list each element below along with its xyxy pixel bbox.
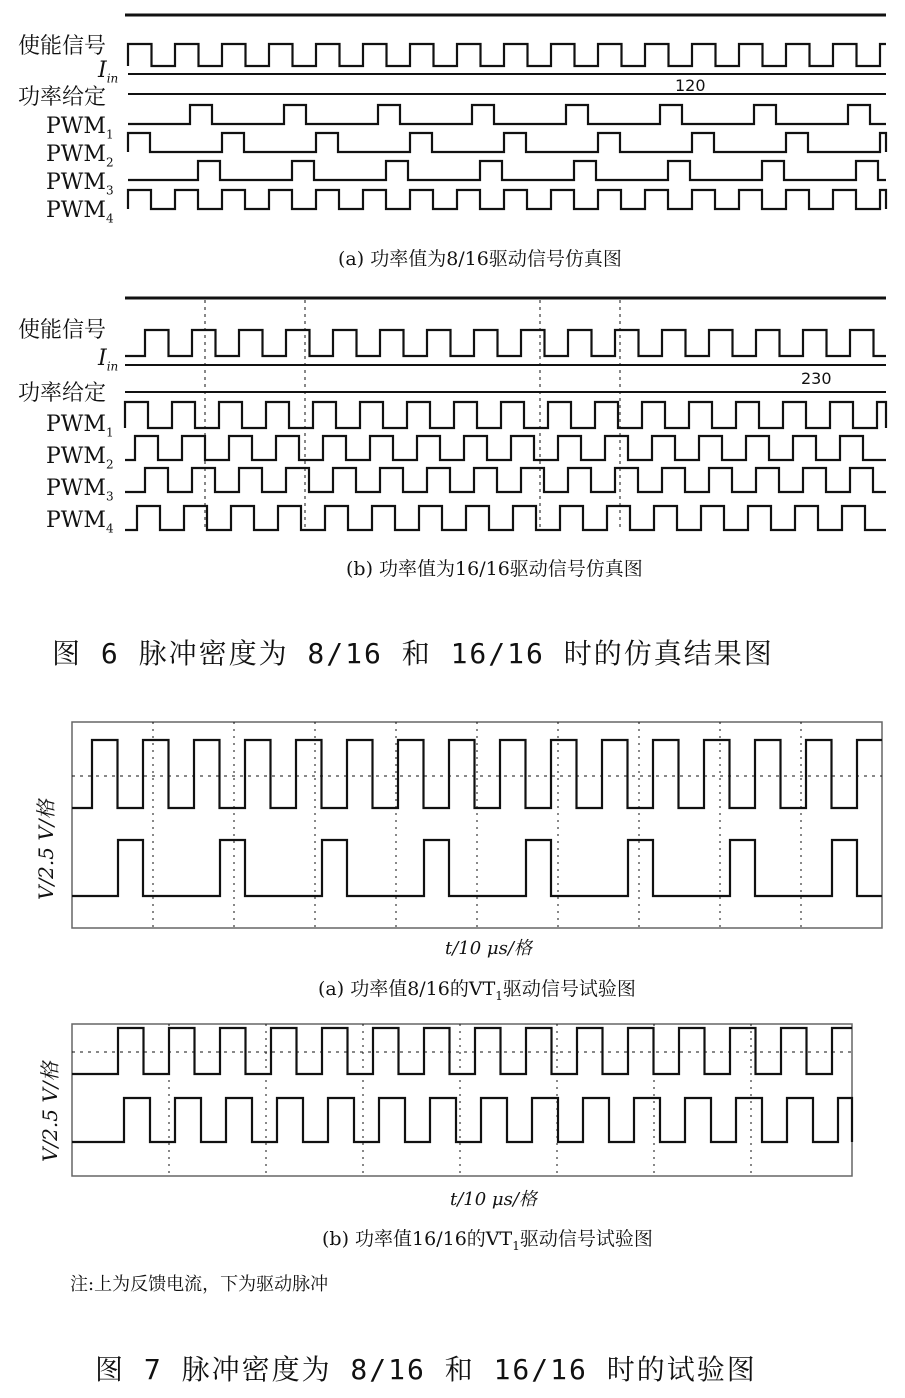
sim-b-pwm4-wave (125, 506, 886, 530)
sim-a-label-power: 功率给定 (18, 85, 107, 110)
sim-a-label-pwm2: $PWM_2$ (46, 142, 114, 170)
experiment-note: 注:上为反馈电流，下为驱动脉冲 (70, 1274, 329, 1295)
exp-b-drive-wave (72, 1098, 852, 1142)
sim-a-enable-wave (128, 44, 886, 66)
sim-a-label-pwm3: $PWM_3$ (46, 170, 114, 198)
exp-b-ylabel: V/2.5 V/格 (38, 1061, 62, 1162)
sim-a-label-pwm1: $PWM_1$ (46, 114, 114, 142)
sim-a-pwm4-wave (128, 190, 886, 209)
exp-b-xlabel: t/10 μs/格 (450, 1189, 537, 1210)
exp-b-caption: (b) 功率值16/16的$VT_1$驱动信号试验图 (322, 1228, 653, 1253)
sim-a-caption: (a) 功率值为8/16驱动信号仿真图 (338, 248, 622, 270)
sim-b-label-pwm1: $PWM_1$ (46, 412, 114, 440)
exp-a-ylabel: V/2.5 V/格 (34, 799, 58, 900)
sim-a-label-enable: 使能信号 (18, 34, 107, 59)
sim-b-label-pwm4: $PWM_4$ (46, 508, 114, 536)
sim-b-enable-wave (125, 330, 886, 356)
sim-b-pwm2-wave (125, 436, 886, 460)
sim-a-power-value: 120 (672, 76, 709, 95)
sim-a-pwm2-wave (128, 133, 886, 152)
exp-a-xlabel: t/10 μs/格 (445, 938, 532, 959)
sim-b-pwm3-wave (125, 468, 886, 492)
sim-b-caption: (b) 功率值为16/16驱动信号仿真图 (346, 558, 643, 580)
sim-a-pwm3-wave (128, 161, 886, 180)
sim-a-label-iin: $I_{in}$ (98, 58, 119, 86)
exp-b-feedback-wave (72, 1028, 852, 1074)
sim-b-label-pwm2: $PWM_2$ (46, 444, 114, 472)
fig6-title: 图 6 脉冲密度为 8/16 和 16/16 时的仿真结果图 (52, 637, 774, 670)
sim-b-power-value: 230 (798, 369, 835, 388)
sim-b-label-iin: $I_{in}$ (98, 346, 119, 374)
sim-a-label-pwm4: $PWM_4$ (46, 198, 114, 226)
fig7-title: 图 7 脉冲密度为 8/16 和 16/16 时的试验图 (95, 1353, 757, 1386)
sim-b-label-enable: 使能信号 (18, 318, 107, 343)
sim-b-label-pwm3: $PWM_3$ (46, 476, 114, 504)
sim-a-pwm1-wave (128, 105, 886, 124)
sim-b-pwm1-wave (125, 402, 886, 428)
sim-b-label-power: 功率给定 (18, 381, 107, 406)
exp-a-caption: (a) 功率值8/16的$VT_1$驱动信号试验图 (318, 978, 636, 1003)
